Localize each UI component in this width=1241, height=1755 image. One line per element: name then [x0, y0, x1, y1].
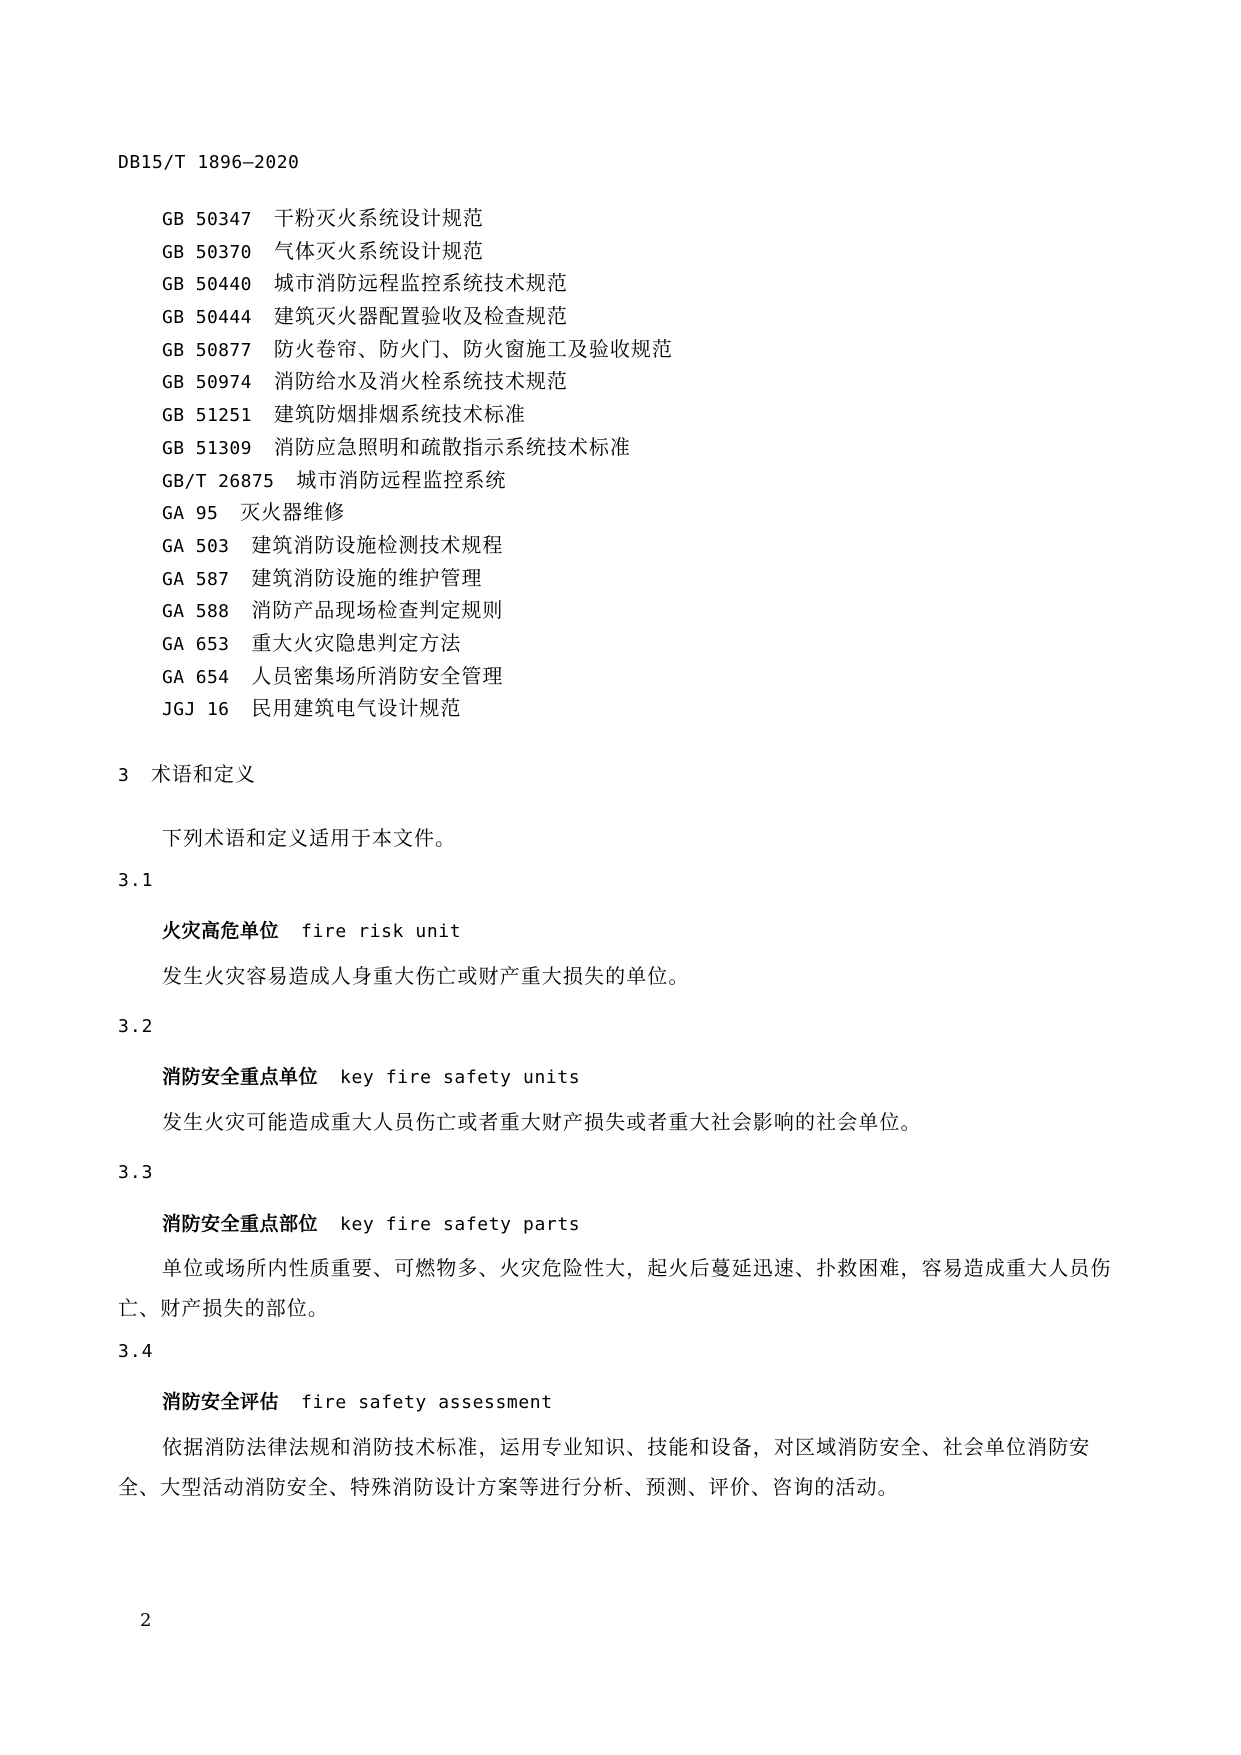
reference-code: GB 51309	[162, 437, 252, 459]
reference-code: GB/T 26875	[162, 470, 275, 492]
reference-item	[162, 235, 673, 268]
term-chinese: 火灾高危单位	[162, 920, 280, 942]
reference-code: JGJ 16	[162, 699, 230, 721]
reference-item	[162, 202, 673, 235]
document-code: DB15/T 1896—2020	[118, 152, 300, 173]
term-english: key fire safety parts	[340, 1214, 581, 1235]
reference-item	[162, 431, 673, 464]
term-english: fire risk unit	[301, 921, 462, 942]
reference-code: GB 50444	[162, 307, 252, 329]
term-number: 3.3	[118, 1162, 154, 1183]
section-title: 术语和定义	[150, 762, 256, 786]
reference-title: 建筑防烟排烟系统技术标准	[273, 402, 526, 427]
reference-title: 城市消防远程监控系统	[296, 467, 507, 492]
reference-item	[162, 464, 673, 497]
term-definition: 单位或场所内性质重要、可燃物多、火灾危险性大，起火后蔓延迅速、扑救困难，容易造成重大人员伤亡、财产损失的部位。	[118, 1256, 1112, 1320]
reference-code: GB 50877	[162, 339, 252, 361]
reference-item	[162, 594, 673, 627]
term-definition: 发生火灾容易造成人身重大伤亡或财产重大损失的单位。	[162, 964, 690, 988]
term-chinese: 消防安全评估	[162, 1391, 280, 1413]
reference-item	[162, 562, 673, 595]
reference-item	[162, 300, 673, 333]
section-intro: 下列术语和定义适用于本文件。	[162, 826, 456, 850]
reference-code: GB 50440	[162, 274, 252, 296]
reference-title: 建筑消防设施的维护管理	[251, 565, 483, 590]
reference-code: GA 653	[162, 633, 230, 655]
reference-code: GB 50370	[162, 241, 252, 263]
reference-item	[162, 267, 673, 300]
reference-title: 民用建筑电气设计规范	[251, 696, 462, 721]
reference-title: 气体灭火系统设计规范	[273, 238, 484, 263]
reference-title: 消防应急照明和疏散指示系统技术标准	[273, 434, 631, 459]
page-number: 2	[140, 1610, 152, 1631]
reference-code: GA 654	[162, 666, 230, 688]
reference-code: GA 95	[162, 503, 219, 525]
reference-title: 防火卷帘、防火门、防火窗施工及验收规范	[273, 336, 673, 361]
reference-code: GA 587	[162, 568, 230, 590]
reference-title: 人员密集场所消防安全管理	[251, 663, 504, 688]
reference-title: 消防给水及消火栓系统技术规范	[273, 369, 568, 394]
term-heading	[162, 1209, 580, 1236]
term-english: key fire safety units	[340, 1067, 581, 1088]
reference-item	[162, 692, 673, 725]
reference-title: 建筑消防设施检测技术规程	[251, 532, 504, 557]
reference-title: 灭火器维修	[240, 500, 346, 525]
reference-code: GB 50347	[162, 209, 252, 230]
reference-item	[162, 398, 673, 431]
section-number: 3	[118, 765, 129, 786]
section-heading	[118, 758, 256, 787]
term-heading	[162, 1387, 553, 1414]
reference-title: 城市消防远程监控系统技术规范	[273, 271, 568, 296]
reference-item	[162, 333, 673, 366]
reference-title: 干粉灭火系统设计规范	[273, 206, 484, 230]
reference-code: GA 503	[162, 535, 230, 557]
reference-item	[162, 529, 673, 562]
term-definition: 发生火灾可能造成重大人员伤亡或者重大财产损失或者重大社会影响的社会单位。	[162, 1110, 922, 1134]
term-definition: 依据消防法律法规和消防技术标准，运用专业知识、技能和设备，对区域消防安全、社会单位消防安全、大型活动消防安全、特殊消防设计方案等进行分析、预测、评价、咨询的活动。	[118, 1435, 1091, 1499]
term-number: 3.1	[118, 870, 154, 891]
reference-code: GA 588	[162, 601, 230, 623]
term-english: fire safety assessment	[301, 1392, 553, 1413]
term-chinese: 消防安全重点单位	[162, 1066, 319, 1088]
reference-item	[162, 627, 673, 660]
reference-item	[162, 365, 673, 398]
term-chinese: 消防安全重点部位	[162, 1213, 319, 1235]
reference-title: 消防产品现场检查判定规则	[251, 598, 504, 623]
reference-title: 重大火灾隐患判定方法	[251, 630, 462, 655]
reference-code: GB 51251	[162, 405, 252, 427]
reference-title: 建筑灭火器配置验收及检查规范	[273, 304, 568, 329]
term-number: 3.4	[118, 1341, 154, 1362]
reference-item	[162, 660, 673, 693]
normative-reference-list	[162, 202, 673, 725]
term-heading	[162, 1062, 580, 1089]
term-number: 3.2	[118, 1016, 154, 1037]
reference-code: GB 50974	[162, 372, 252, 394]
reference-item	[162, 496, 673, 529]
term-heading	[162, 916, 461, 943]
